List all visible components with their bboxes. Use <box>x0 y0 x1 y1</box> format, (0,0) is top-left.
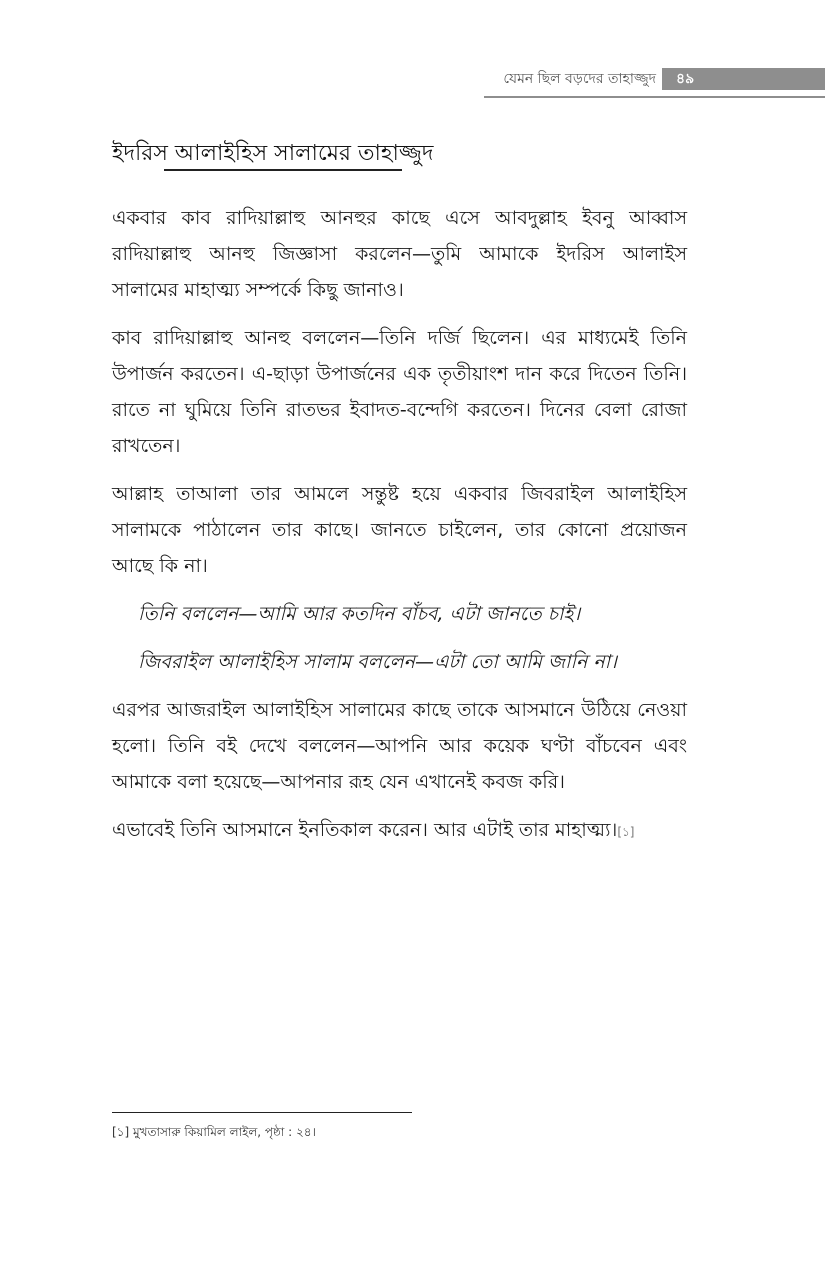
footnote-rule <box>112 1112 412 1113</box>
section-heading: ইদরিস আলাইহিস সালামের তাহাজ্জুদ <box>112 141 434 166</box>
running-header <box>484 68 825 90</box>
footnote: [১] মুখতাসারু কিয়ামিল লাইল, পৃষ্ঠা : ২৪। <box>112 1125 316 1139</box>
dialogue-line: জিবরাইল আলাইহিস সালাম বললেন—এটা তো আমি জানি না। <box>138 651 617 673</box>
footnote-reference[interactable]: [১] <box>617 825 635 839</box>
paragraph: এরপর আজরাইল আলাইহিস সালামের কাছে তাকে আসমানে উঠিয়ে নেওয়া হলো। তিনি বই দেখে বললেন—আপনি আর কয়েক ঘণ্টা বাঁচবেন এবং আমাকে বলা হয়েছে—আপনার রূহ যেন এখানেই কবজ করি। <box>112 699 687 793</box>
running-title: যেমন ছিল বড়দের তাহাজ্জুদ <box>503 71 656 87</box>
body-text <box>112 200 687 862</box>
paragraph: একবার কাব রাদিয়াল্লাহু আনহুর কাছে এসে আবদুল্লাহ ইবনু আব্বাস রাদিয়াল্লাহু আনহু জিজ্ঞাসা করলেন—তুমি আমাকে ইদরিস আলাইস সালামের মাহাত্ম্য সম্পর্কে কিছু জানাও। <box>112 207 687 301</box>
paragraph: কাব রাদিয়াল্লাহু আনহু বললেন—তিনি দর্জি ছিলেন। এর মাধ্যমেই তিনি উপার্জন করতেন। এ-ছাড়া উপার্জনের এক তৃতীয়াংশ দান করে দিতেন তিনি। রাতে না ঘুমিয়ে তিনি রাতভর ইবাদত-বন্দেগি করতেন। দিনের বেলা রোজা রাখতেন। <box>112 327 687 457</box>
paragraph: আল্লাহ তাআলা তার আমলে সন্তুষ্ট হয়ে একবার জিবরাইল আলাইহিস সালামকে পাঠালেন তার কাছে। জানতে চাইলেন, তার কোনো প্রয়োজন আছে কি না। <box>112 483 687 577</box>
paragraph-text: এভাবেই তিনি আসমানে ইনতিকাল করেন। আর এটাই তার মাহাত্ম্য। <box>112 819 618 841</box>
page-number: ৪৯ <box>676 71 695 87</box>
header-rule <box>484 96 825 98</box>
heading-underline <box>164 169 402 171</box>
header-separator <box>657 69 659 89</box>
page-number-tab <box>662 68 825 90</box>
dialogue-line: তিনি বললেন—আমি আর কতদিন বাঁচব, এটা জানতে চাই। <box>138 603 581 625</box>
paragraph-with-footnote <box>112 812 687 850</box>
